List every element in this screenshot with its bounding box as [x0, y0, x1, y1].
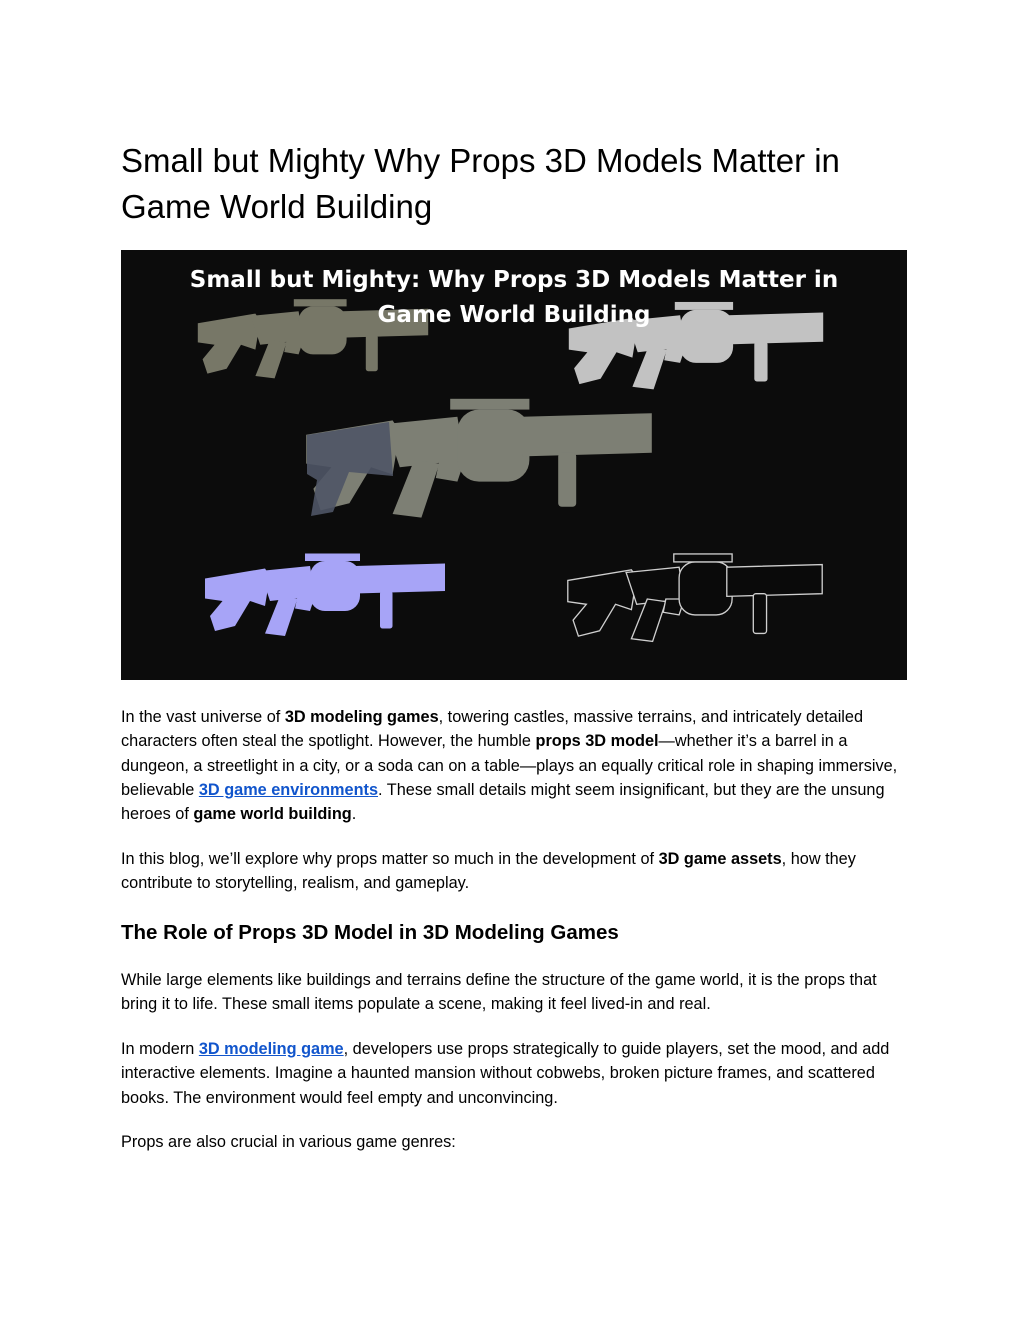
section-heading: The Role of Props 3D Model in 3D Modeling Games — [121, 921, 619, 944]
link-3d-game-environments[interactable]: 3D game environments — [198, 780, 379, 799]
bold-props-3d-model: props 3D model — [535, 732, 659, 751]
link-3d-modeling-game[interactable]: 3D modeling game — [198, 1040, 344, 1058]
blog-overview-paragraph: In this blog, we’ll explore why props matter so much in the development of 3D game assets, how they contribute to storytelling, realism, and gameplay. — [121, 850, 856, 893]
bold-game-world-building: game world building — [193, 805, 352, 824]
genres-intro-paragraph: Props are also crucial in various game genres: — [121, 1133, 456, 1151]
hero-caption-line2: Game World Building — [377, 302, 651, 328]
page-title: Small but Mighty Why Props 3D Models Matter in Game World Building — [121, 142, 840, 225]
launcher-render-wire — [568, 554, 822, 641]
props-role-paragraph: While large elements like buildings and terrains define the structure of the game world, it is the props that bring it to life. These small items populate a scene, making it feel lived-in and real. — [121, 971, 877, 1014]
bold-3d-game-assets: 3D game assets — [658, 850, 782, 868]
bold-3d-modeling-games: 3D modeling games — [284, 708, 439, 726]
hero-image — [121, 250, 907, 680]
modern-games-paragraph: In modern 3D modeling game, developers use props strategically to guide players, set the mood, and add interactive elements. Imagine a haunted mansion without cobwebs, broken picture frames, and scattered books. The environment would feel empty and unconvincing. — [121, 1040, 890, 1107]
hero-caption-line1: Small but Mighty: Why Props 3D Models Matter in — [189, 267, 839, 293]
intro-paragraph: In the vast universe of 3D modeling games, towering castles, massive terrains, and intricately detailed characters often steal the spotlight. However, the humble props 3D model—whether it’s a barrel in a dungeon, a streetlight in a city, or a soda can on a table—plays an equally critical role in shaping immersive, believable 3D game environments. These small details might seem insignificant, but they are the unsung heroes of game world building. — [121, 708, 898, 824]
launcher-render-normal — [205, 554, 445, 637]
